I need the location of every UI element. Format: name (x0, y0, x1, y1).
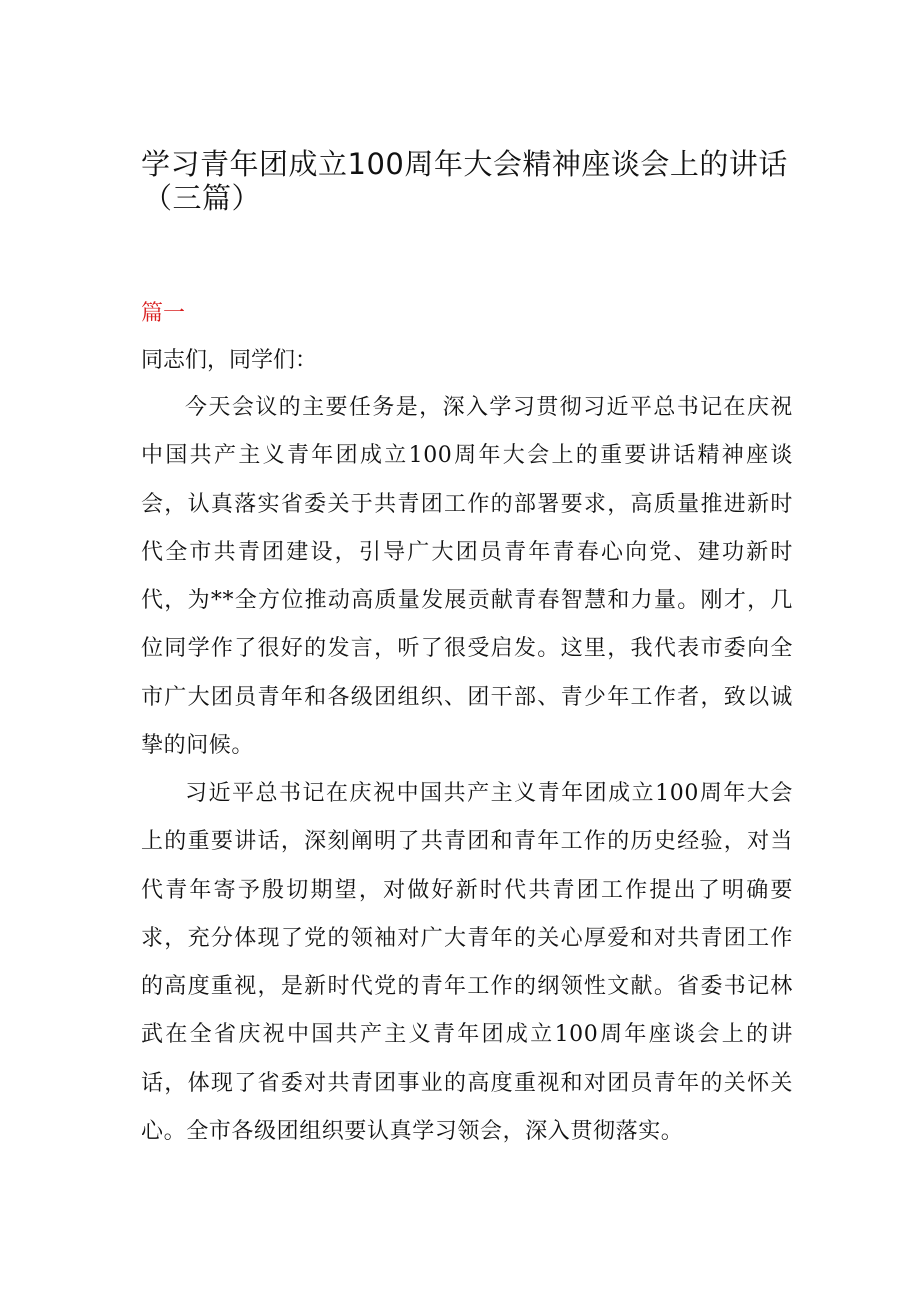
document-title: 学习青年团成立100周年大会精神座谈会上的讲话 (141, 147, 788, 181)
document-subtitle: （三篇） (143, 181, 262, 215)
paragraph-2: 习近平总书记在庆祝中国共产主义青年团成立100周年大会上的重要讲话，深刻阐明了共青团和青年工作的历史经验，对当代青年寄予殷切期望，对做好新时代共青团工作提出了明确要求，充分体现了党的领袖对广大青年的关心厚爱和对共青团工作的高度重视，是新时代党的青年工作的纲领性文献。省委书记林武在全省庆祝中国共产主义青年团成立100周年座谈会上的讲话，体现了省委对共青团事业的高度重视和对团员青年的关怀关心。全市各级团组织要认真学习领会，深入贯彻落实。 (141, 781, 793, 1145)
paragraph-1: 今天会议的主要任务是，深入学习贯彻习近平总书记在庆祝中国共产主义青年团成立100周年大会上的重要讲话精神座谈会，认真落实省委关于共青团工作的部署要求，高质量推进新时代全市共青团建设，引导广大团员青年青春心向党、建功新时代，为**全方位推动高质量发展贡献青春智慧和力量。刚才，几位同学作了很好的发言，听了很受启发。这里，我代表市委向全市广大团员青年和各级团组织、团干部、青少年工作者，致以诚挚的问候。 (141, 395, 793, 759)
section-label: 篇一 (141, 301, 186, 326)
salutation: 同志们，同学们： (141, 348, 318, 373)
